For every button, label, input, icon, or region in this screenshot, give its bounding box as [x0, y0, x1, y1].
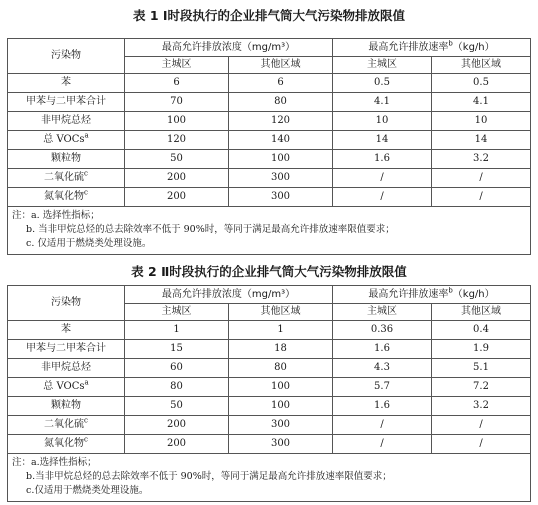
- conc-other-cell: 80: [229, 359, 333, 378]
- pollutant-name: 总 VOCs: [43, 381, 85, 392]
- pollutant-header: 污染物: [8, 39, 125, 74]
- pollutant-name: 颗粒物: [51, 153, 81, 164]
- pollutant-sup: c: [84, 169, 88, 178]
- concentration-header: 最高允许排放浓度（mg/m³）: [125, 39, 333, 57]
- pollutant-sup: c: [84, 416, 88, 425]
- rate-header: [333, 286, 531, 304]
- rate-main-cell: /: [333, 188, 432, 207]
- table2-title: 表 2 Ⅱ时段执行的企业排气筒大气污染物排放限值: [131, 264, 407, 279]
- table-row: [8, 435, 531, 454]
- conc-other-cell: 300: [229, 435, 333, 454]
- rate-other-cell: 5.1: [432, 359, 531, 378]
- rate-main-cell: 5.7: [333, 378, 432, 397]
- main-city-header: 主城区: [333, 304, 432, 321]
- conc-other-cell: 100: [229, 397, 333, 416]
- conc-main-cell: 200: [125, 188, 229, 207]
- pollutant-name: 苯: [61, 324, 71, 335]
- conc-other-cell: 140: [229, 131, 333, 150]
- conc-other-cell: 18: [229, 340, 333, 359]
- pollutant-name: 二氧化硫: [44, 419, 85, 430]
- other-region-header: 其他区域: [432, 57, 531, 74]
- pollutant-name: 颗粒物: [51, 400, 81, 411]
- rate-other-cell: 10: [432, 112, 531, 131]
- rate-other-cell: /: [432, 416, 531, 435]
- main-city-header: 主城区: [125, 57, 229, 74]
- rate-main-cell: /: [333, 169, 432, 188]
- pollutant-cell: [8, 416, 125, 435]
- conc-main-cell: 200: [125, 416, 229, 435]
- rate-other-cell: /: [432, 169, 531, 188]
- pollutant-sup: a: [84, 131, 89, 140]
- conc-other-cell: 100: [229, 378, 333, 397]
- pollutant-name: 氮氧化物: [44, 191, 85, 202]
- table1-title: 表 1 Ⅰ时段执行的企业排气筒大气污染物排放限值: [132, 8, 406, 23]
- rate-header-sup: b: [448, 286, 453, 295]
- conc-other-cell: 300: [229, 188, 333, 207]
- pollutant-name: 非甲烷总烃: [41, 115, 91, 126]
- rate-main-cell: 10: [333, 112, 432, 131]
- conc-main-cell: 60: [125, 359, 229, 378]
- table2-notes: [8, 454, 531, 502]
- conc-main-cell: 1: [125, 321, 229, 340]
- other-region-header: 其他区域: [229, 57, 333, 74]
- concentration-header: 最高允许排放浓度（mg/m³）: [125, 286, 333, 304]
- rate-other-cell: 3.2: [432, 150, 531, 169]
- rate-other-cell: /: [432, 435, 531, 454]
- pollutant-cell: [8, 378, 125, 397]
- table-row: [8, 416, 531, 435]
- rate-main-cell: 14: [333, 131, 432, 150]
- main-city-header: 主城区: [333, 57, 432, 74]
- conc-other-cell: 300: [229, 416, 333, 435]
- pollutant-cell: [8, 435, 125, 454]
- rate-header-sup: b: [448, 39, 453, 48]
- rate-other-cell: 14: [432, 131, 531, 150]
- rate-other-cell: 0.4: [432, 321, 531, 340]
- table-row: [8, 131, 531, 150]
- table1-notes: [8, 207, 531, 255]
- pollutant-name: 二氧化硫: [44, 172, 85, 183]
- conc-main-cell: 15: [125, 340, 229, 359]
- main-city-header: 主城区: [125, 304, 229, 321]
- pollutant-cell: [8, 74, 125, 93]
- note-line: c. 仅适用于燃烧类处理设施。: [26, 238, 152, 249]
- conc-other-cell: 300: [229, 169, 333, 188]
- rate-main-cell: 4.3: [333, 359, 432, 378]
- conc-main-cell: 200: [125, 169, 229, 188]
- pollutant-cell: [8, 169, 125, 188]
- pollutant-name: 甲苯与二甲苯合计: [26, 343, 106, 354]
- pollutant-name: 总 VOCs: [43, 134, 85, 145]
- note-line: b. 当非甲烷总烃的总去除效率不低于 90%时，等同于满足最高允许排放速率限值要求；: [26, 224, 395, 235]
- rate-main-cell: 1.6: [333, 397, 432, 416]
- pollutant-cell: [8, 150, 125, 169]
- conc-main-cell: 120: [125, 131, 229, 150]
- rate-header-unit: （kg/h）: [452, 288, 495, 300]
- rate-main-cell: 1.6: [333, 150, 432, 169]
- conc-other-cell: 120: [229, 112, 333, 131]
- table-row: [8, 321, 531, 340]
- conc-main-cell: 6: [125, 74, 229, 93]
- rate-other-cell: 0.5: [432, 74, 531, 93]
- pollutant-name: 苯: [61, 77, 71, 88]
- table-row: [8, 359, 531, 378]
- note-line: 注：a. 选择性指标；: [12, 210, 100, 221]
- rate-header-label: 最高允许排放速率: [368, 288, 449, 300]
- note-line: c.仅适用于燃烧类处理设施。: [26, 485, 149, 496]
- rate-header: [333, 39, 531, 57]
- pollutant-sup: a: [84, 378, 89, 387]
- rate-main-cell: /: [333, 416, 432, 435]
- table-row: [8, 340, 531, 359]
- rate-other-cell: 4.1: [432, 93, 531, 112]
- table-row: [8, 150, 531, 169]
- pollutant-cell: [8, 188, 125, 207]
- rate-other-cell: 7.2: [432, 378, 531, 397]
- rate-header-unit: （kg/h）: [452, 41, 495, 53]
- table-row: [8, 74, 531, 93]
- pollutant-cell: [8, 397, 125, 416]
- rate-main-cell: 0.5: [333, 74, 432, 93]
- conc-other-cell: 6: [229, 74, 333, 93]
- conc-main-cell: 100: [125, 112, 229, 131]
- conc-other-cell: 100: [229, 150, 333, 169]
- pollutant-cell: [8, 112, 125, 131]
- table-row: [8, 112, 531, 131]
- table-row: [8, 93, 531, 112]
- other-region-header: 其他区域: [432, 304, 531, 321]
- rate-main-cell: /: [333, 435, 432, 454]
- table-row: [8, 397, 531, 416]
- rate-other-cell: /: [432, 188, 531, 207]
- pollutant-cell: [8, 321, 125, 340]
- rate-main-cell: 4.1: [333, 93, 432, 112]
- pollutant-sup: c: [84, 188, 88, 197]
- table2: [7, 285, 531, 502]
- conc-main-cell: 200: [125, 435, 229, 454]
- table-row: [8, 169, 531, 188]
- note-line: b.当非甲烷总烃的总去除效率不低于 90%时，等同于满足最高允许排放速率限值要求；: [26, 471, 392, 482]
- conc-main-cell: 50: [125, 150, 229, 169]
- conc-main-cell: 80: [125, 378, 229, 397]
- conc-other-cell: 80: [229, 93, 333, 112]
- conc-main-cell: 70: [125, 93, 229, 112]
- pollutant-header: 污染物: [8, 286, 125, 321]
- conc-other-cell: 1: [229, 321, 333, 340]
- pollutant-cell: [8, 340, 125, 359]
- table-row: [8, 188, 531, 207]
- pollutant-name: 甲苯与二甲苯合计: [26, 96, 106, 107]
- pollutant-cell: [8, 359, 125, 378]
- other-region-header: 其他区域: [229, 304, 333, 321]
- pollutant-name: 非甲烷总烃: [41, 362, 91, 373]
- conc-main-cell: 50: [125, 397, 229, 416]
- pollutant-name: 氮氧化物: [44, 438, 85, 449]
- pollutant-cell: [8, 93, 125, 112]
- pollutant-cell: [8, 131, 125, 150]
- table-row: [8, 378, 531, 397]
- rate-other-cell: 3.2: [432, 397, 531, 416]
- rate-header-label: 最高允许排放速率: [368, 41, 449, 53]
- table1: [7, 38, 531, 255]
- pollutant-sup: c: [84, 435, 88, 444]
- note-line: 注：a.选择性指标；: [12, 457, 97, 468]
- rate-main-cell: 1.6: [333, 340, 432, 359]
- rate-main-cell: 0.36: [333, 321, 432, 340]
- rate-other-cell: 1.9: [432, 340, 531, 359]
